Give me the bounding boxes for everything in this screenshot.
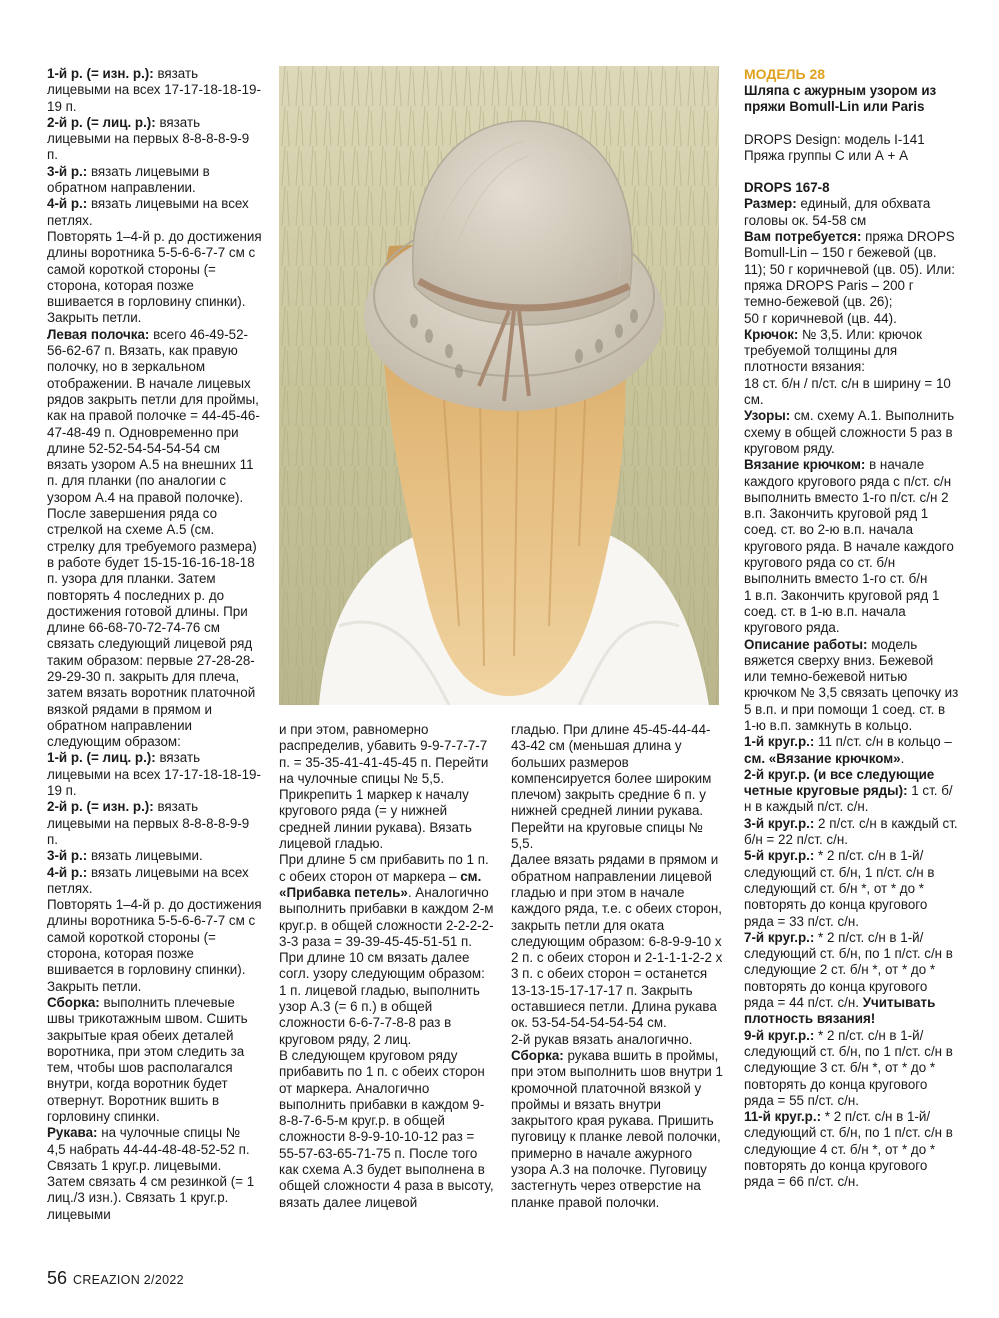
bold-lead: Левая полочка:	[47, 326, 150, 342]
paragraph	[47, 1125, 262, 1223]
bold-lead: Описание работы:	[744, 636, 868, 652]
body-text: В следующем круговом ряду прибавить по 1 п. с обеих сторон от маркера. Аналогично выполнить прибавки в каждом 9-8-8-7-6-5-м круг.р. в общей сложности 8-9-9-10-10-12 раз = 55-57-63-65-71-75 п. После того как схема А.3 будет выполнена в общей сложности 4 раза в высоту, вязать далее лицевой	[279, 1047, 494, 1210]
magazine-issue: CREAZION 2/2022	[73, 1273, 184, 1287]
paragraph	[744, 408, 959, 457]
body-text: в начале каждого кругового ряда с п/ст. с/н выполнить вместо 1-го п/ст. с/н 2 в.п. Закончить круговой ряд 1 соед. ст. во 2-ю в.п. начала кругового ряда. В начале каждого кругового ряда со ст. б/н выполнить вместо 1-го ст. б/н	[744, 457, 954, 587]
body-text: 18 ст. б/н / п/ст. с/н в ширину = 10 см.	[744, 375, 951, 408]
paragraph	[744, 930, 959, 1028]
paragraph	[744, 1028, 959, 1109]
design-credit: DROPS Design: модель I-141	[744, 131, 925, 147]
paragraph	[47, 196, 262, 229]
bold-lead: 3-й круг.р.:	[744, 815, 815, 831]
bold-lead: 1-й р. (= лиц. р.):	[47, 750, 156, 766]
paragraph	[47, 115, 262, 164]
yarn-group: Пряжа группы С или А + А	[744, 147, 909, 163]
bold-lead: Узоры:	[744, 408, 791, 424]
body-text: . Аналогично выполнить прибавки в каждом 2-м круг.р. в общей сложности 2-2-2-2-3-3 раза = 39-39-45-45-51-51 п. При длине 10 см вязать далее согл. узору следующим образом: 1 п. лицевой гладью, выполнить узор А.3 (= 6 п.) в общей сложности 6-6-7-7-8-8 раз в круговом ряду, 2 лиц.	[279, 884, 494, 1047]
body-text: см. схему А.1. Выполнить схему в общей сложности 5 раз в круговом ряду.	[744, 408, 955, 456]
paragraph	[47, 848, 262, 864]
body-text: вязать лицевыми на всех петлях.	[47, 864, 249, 896]
body-text: 11 п/ст. с/н в кольцо –	[814, 734, 952, 750]
bold-lead: 2-й круг.р. (и все следующие четные круговые ряды):	[744, 766, 935, 799]
body-text: № 3,5. Или: крючок требуемой толщины для плотности вязания:	[744, 326, 922, 375]
paragraph	[511, 722, 726, 852]
bold-lead: 2-й р. (= лиц. р.):	[47, 114, 156, 130]
paragraph	[744, 767, 959, 816]
paragraph	[744, 196, 959, 229]
body-text: * 2 п/ст. с/н в 1-й/ следующий ст. б/н, 1 п/ст. с/н в следующий ст. б/н *, от * до * повторять до конца кругового ряда = 33 п/ст. с/н.	[744, 848, 935, 929]
pattern-code: DROPS 167-8	[744, 180, 830, 196]
bold-lead: 1-й круг.р.:	[744, 734, 815, 750]
paragraph	[47, 164, 262, 197]
bold-lead: Вязание крючком:	[744, 457, 866, 473]
bold-lead: 4-й р.:	[47, 864, 88, 880]
body-text: Повторять 1–4-й р. до достижения длины воротника 5-5-6-6-7-7 см с самой короткой стороны (= сторона, которая позже вшивается в горловину спинки). Закрыть петли.	[47, 897, 262, 994]
text-column-4	[744, 66, 959, 1191]
text-column-2	[279, 722, 494, 1211]
bold-lead: 4-й р.:	[47, 196, 88, 212]
paragraph	[744, 848, 959, 929]
paragraph	[47, 799, 262, 848]
paragraph	[511, 852, 726, 1031]
bold-lead: 3-й р.:	[47, 163, 88, 179]
paragraph	[744, 229, 959, 310]
page-footer	[47, 1268, 184, 1289]
body-text: вязать лицевыми на первых 8-8-8-8-9-9 п.	[47, 799, 250, 847]
body-text: пряжа DROPS Bomull-Lin – 150 г бежевой (цв. 11); 50 г коричневой (цв. 05). Или: пряжа DROPS Paris – 200 г темно-бежевой (цв. 26);	[744, 229, 955, 310]
paragraph	[744, 457, 959, 587]
bold-lead: 1-й р. (= изн. р.):	[47, 66, 154, 81]
body-text: * 2 п/ст. с/н в 1-й/ следующий ст. б/н, по 1 п/ст. с/н в следующие 4 ст. б/н *, от * до * повторять до конца кругового ряда = 66 п/ст. с/н.	[744, 1109, 953, 1190]
pattern-paragraphs	[744, 196, 959, 1190]
paragraph	[47, 327, 262, 751]
bold-lead: 9-й круг.р.:	[744, 1027, 815, 1043]
body-text: Далее вязать рядами в прямом и обратном направлении лицевой гладью и при этом в начале каждого ряда, т.е. с обеих сторон, закрыть петли для оката следующим образом: 6-8-9-9-10 х 2 п. с обеих сторон и 2-1-1-1-2-2 х 3 п. с обеих сторон = останется 13-13-15-17-17-17 п. Закрыть оставшиеся петли. Длина рукава ок. 53-54-54-54-54-54 см.	[511, 852, 723, 1031]
body-text: и при этом, равномерно распределив, убавить 9-9-7-7-7-7 п. = 35-35-41-41-45-45 п. Перейти на чулочные спицы № 5,5. Прикрепить 1 маркер к началу кругового ряда (= у нижней средней линии рукава). Вязать лицевой гладью.	[279, 722, 489, 852]
hat-photo	[279, 66, 719, 705]
bold-lead: см. «Вязание крючком»	[744, 750, 901, 766]
body-text: 2-й рукав вязать аналогично.	[511, 1031, 693, 1047]
paragraph	[744, 588, 959, 637]
model-title: Шляпа с ажурным узором из пряжи Bomull-Lin или Paris	[744, 83, 937, 115]
paragraph	[744, 327, 959, 376]
paragraph	[47, 865, 262, 898]
body-text: * 2 п/ст. с/н в 1-й/ следующий ст. б/н, по 1 п/ст. с/н в следующие 3 ст. б/н *, от * до * повторять до конца кругового ряда = 55 п/ст. с/н.	[744, 1027, 953, 1108]
body-text: вязать лицевыми на всех петлях.	[47, 196, 249, 228]
body-text: 2 п/ст. с/н в каждый ст. б/н = 22 п/ст. с/н.	[744, 815, 958, 848]
body-text: вязать лицевыми в обратном направлении.	[47, 163, 210, 196]
paragraph	[47, 750, 262, 799]
body-text: гладью. При длине 45-45-44-44-43-42 см (меньшая длина у больших размеров компенсируется более широким плечом) закрыть средние 6 п. у нижней средней линии рукава. Перейти на круговые спицы № 5,5.	[511, 722, 712, 852]
body-text: 1 в.п. Закончить круговой ряд 1 соед. ст. в 1-ю в.п. начала кругового ряда.	[744, 587, 940, 636]
paragraph	[744, 734, 959, 767]
bold-lead: Крючок:	[744, 326, 799, 342]
paragraph	[279, 1048, 494, 1211]
bold-lead: 2-й р. (= изн. р.):	[47, 799, 154, 815]
body-text: модель вяжется сверху вниз. Бежевой или темно-бежевой нитью крючком № 3,5 связать цепочку из 5 в.п. и при помощи 1 соед. ст. в 1-ю в.п. замкнуть в кольцо.	[744, 636, 959, 733]
paragraph	[744, 376, 959, 409]
body-text: 50 г коричневой (цв. 44).	[744, 310, 897, 326]
body-text: 1 ст. б/н в каждый п/ст. с/н.	[744, 783, 953, 815]
body-text: вязать лицевыми на первых 8-8-8-8-9-9 п.	[47, 114, 250, 163]
paragraph	[47, 897, 262, 995]
paragraph	[279, 852, 494, 1048]
paragraph	[47, 995, 262, 1125]
body-text: вязать лицевыми на всех 17-17-18-18-19-19 п.	[47, 66, 261, 114]
paragraph	[744, 1109, 959, 1190]
paragraph	[47, 66, 262, 115]
body-text: выполнить плечевые швы трикотажным швом. Сшить закрытые края обеих деталей воротника, при этом следить за тем, чтобы шов располагался внутри, когда воротник будет отвернут. Воротник вшить в горловину спинки.	[47, 994, 248, 1124]
bold-lead: Учитывать плотность вязания!	[744, 995, 936, 1027]
bold-lead: Сборка:	[511, 1047, 564, 1063]
bold-lead: 7-й круг.р.:	[744, 929, 815, 945]
paragraph	[744, 311, 959, 327]
paragraph	[511, 1048, 726, 1211]
bold-lead: см. «Прибавка петель»	[279, 868, 482, 900]
bold-lead: Сборка:	[47, 994, 100, 1010]
bold-lead: 5-й круг.р.:	[744, 848, 815, 864]
model-label: МОДЕЛЬ 28	[744, 66, 826, 82]
page-number: 56	[47, 1268, 68, 1288]
photo-illustration	[279, 66, 719, 705]
paragraph	[279, 722, 494, 852]
bold-lead: 11-й круг.р.:	[744, 1109, 822, 1125]
bold-lead: Размер:	[744, 196, 797, 212]
body-text: единый, для обхвата головы ок. 54-58 см	[744, 196, 931, 228]
bold-lead: Рукава:	[47, 1125, 98, 1141]
body-text: вязать лицевыми.	[87, 848, 203, 864]
paragraph	[47, 229, 262, 327]
body-text: .	[900, 750, 905, 766]
body-text: вязать лицевыми на всех 17-17-18-18-19-19 п.	[47, 750, 261, 799]
bold-lead: 3-й р.:	[47, 848, 88, 864]
body-text: Повторять 1–4-й р. до достижения длины воротника 5-5-6-6-7-7 см с самой короткой стороны (= сторона, которая позже вшивается в горловину спинки). Закрыть петли.	[47, 228, 262, 326]
body-text: на чулочные спицы № 4,5 набрать 44-44-48-48-52-52 п. Связать 1 круг.р. лицевыми. Затем связать 4 см резинкой (= 1 лиц./3 изн.). Связать 1 круг.р. лицевыми	[47, 1125, 255, 1222]
body-text: При длине 5 см прибавить по 1 п. с обеих сторон от маркера –	[279, 852, 489, 884]
text-column-3	[511, 722, 726, 1211]
paragraph	[744, 637, 959, 735]
paragraph	[744, 816, 959, 849]
body-text: рукава вшить в проймы, при этом выполнить шов внутри 1 кромочной платочной вязкой у проймы и вязать внутри закрытого края рукава. Пришить пуговицу к планке левой полочки, примерно в начале ажурного узора А.3 на полочке. Пуговицу застегнуть через отверстие на планке правой полочки.	[511, 1047, 723, 1210]
body-text: всего 46-49-52-56-62-67 п. Вязать, как правую полочку, но в зеркальном отображении. В начале лицевых рядов закрыть петли для проймы, как на правой полочке = 44-45-46-47-48-49 п. Одновременно при длине 52-52-54-54-54-54 см вязать узором А.5 на внешних 11 п. для планки (по аналогии с узором А.4 на правой полочке). После завершения ряда со стрелкой на схеме А.5 (см. стрелку для требуемого размера) в работе будет 15-15-16-16-18-18 п. узора для планки. Затем повторять 4 последних р. до достижения готовой длины. При длине 66-68-70-72-74-76 см связать следующий лицевой ряд таким образом: первые 27-28-28-29-29-30 п. закрыть для плеча, затем вязать воротник платочной вязкой рядами в прямом и обратном направлении следующим образом:	[47, 326, 260, 750]
bold-lead: Вам потребуется:	[744, 229, 862, 245]
text-column-1	[47, 66, 262, 1223]
paragraph	[511, 1032, 726, 1048]
body-text: * 2 п/ст. с/н в 1-й/ следующий ст. б/н, по 1 п/ст. с/н в следующие 2 ст. б/н *, от * до * повторять до конца кругового ряда = 44 п/ст. с/н.	[744, 929, 953, 1011]
